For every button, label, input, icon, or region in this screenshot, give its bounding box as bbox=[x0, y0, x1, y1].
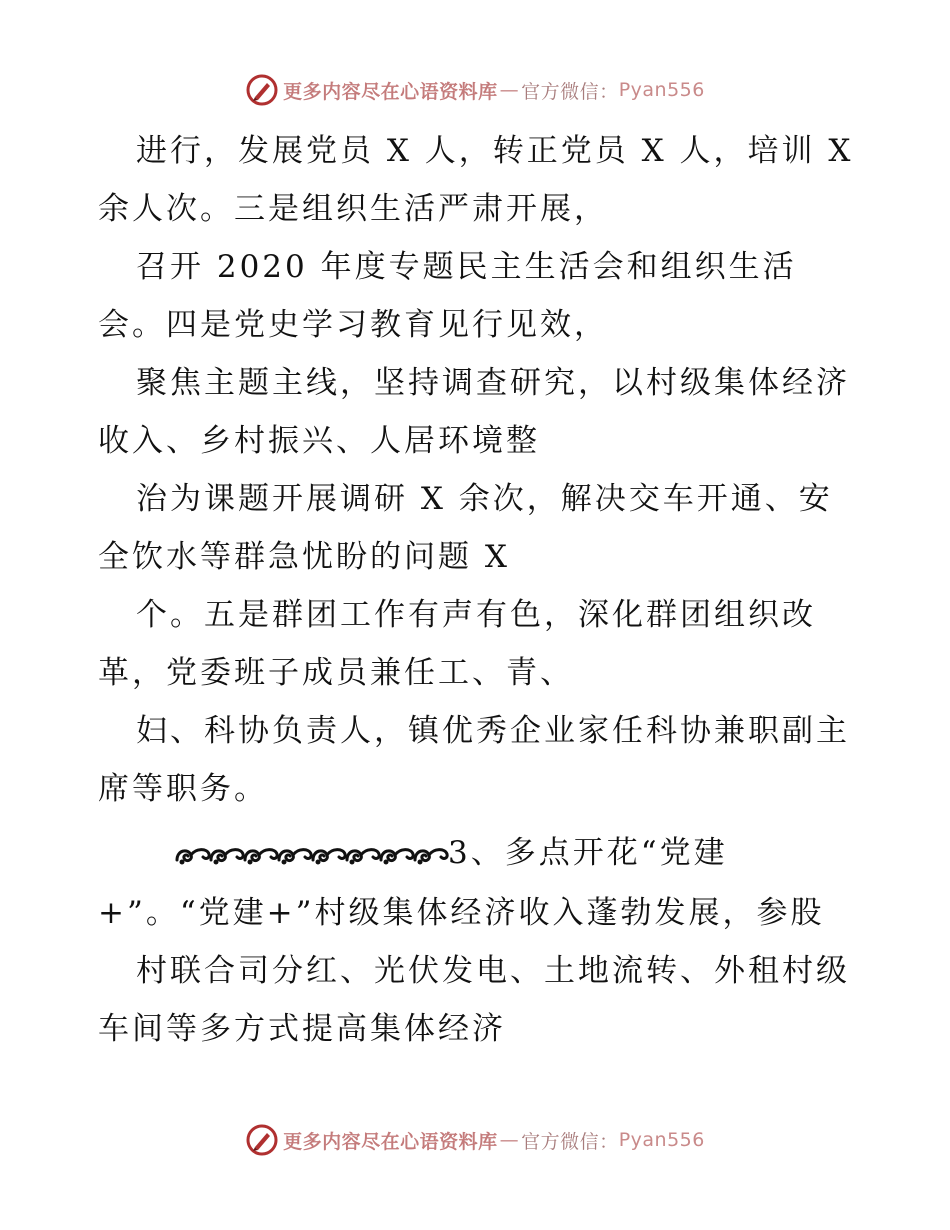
ornament-swirl-icon bbox=[208, 844, 246, 868]
watermark-footer bbox=[0, 1122, 950, 1158]
watermark-dash: — bbox=[499, 79, 520, 101]
watermark-main-text: 更多内容尽在心语资料库 bbox=[283, 1130, 498, 1153]
watermark-header bbox=[0, 72, 950, 108]
ornament-swirl-icon bbox=[378, 844, 416, 868]
watermark-wechat-id: Pyan556 bbox=[618, 79, 705, 101]
ornament-swirl-icon bbox=[276, 844, 314, 868]
ornament-swirl-icon bbox=[412, 844, 450, 868]
watermark-wechat-id: Pyan556 bbox=[618, 1129, 705, 1151]
paragraph: 召开 2020 年度专题民主生活会和组织生活会。四是党史学习教育见行见效， bbox=[98, 249, 797, 343]
watermark-dash: — bbox=[499, 1129, 520, 1151]
ornament-swirl-icon bbox=[174, 844, 212, 868]
ornament-row bbox=[136, 826, 446, 884]
pen-logo-icon bbox=[245, 73, 279, 107]
ornament-paragraph-text: 3、多点开花“党建+”。“党建+”村级集体经济收入蓬勃发展，参股 bbox=[98, 835, 825, 931]
paragraph: 村联合司分红、光伏发电、土地流转、外租村级车间等多方式提高集体经济 bbox=[98, 952, 850, 1047]
ornament-swirl-icon bbox=[242, 844, 280, 868]
watermark-main-text: 更多内容尽在心语资料库 bbox=[283, 80, 498, 103]
ornament-swirl-icon bbox=[344, 844, 382, 868]
watermark-sub-text: 官方微信： bbox=[521, 80, 619, 103]
paragraph: 治为课题开展调研 X 余次，解决交车开通、安全饮水等群急忧盼的问题 X bbox=[98, 481, 833, 575]
paragraph: 个。五是群团工作有声有色，深化群团组织改革，党委班子成员兼任工、青、 bbox=[98, 597, 816, 691]
paragraph: 妇、科协负责人，镇优秀企业家任科协兼职副主席等职务。 bbox=[98, 713, 850, 807]
watermark-sub-text: 官方微信： bbox=[521, 1130, 619, 1153]
paragraph: 进行，发展党员 X 人，转正党员 X 人，培训 X 余人次。三是组织生活严肃开展， bbox=[98, 133, 854, 227]
document-body bbox=[98, 122, 858, 1058]
ornament-paragraph bbox=[98, 824, 858, 942]
ornament-swirl-icon bbox=[310, 844, 348, 868]
pen-logo-icon bbox=[245, 1123, 279, 1157]
paragraph: 聚焦主题主线，坚持调查研究，以村级集体经济收入、乡村振兴、人居环境整 bbox=[98, 365, 850, 459]
